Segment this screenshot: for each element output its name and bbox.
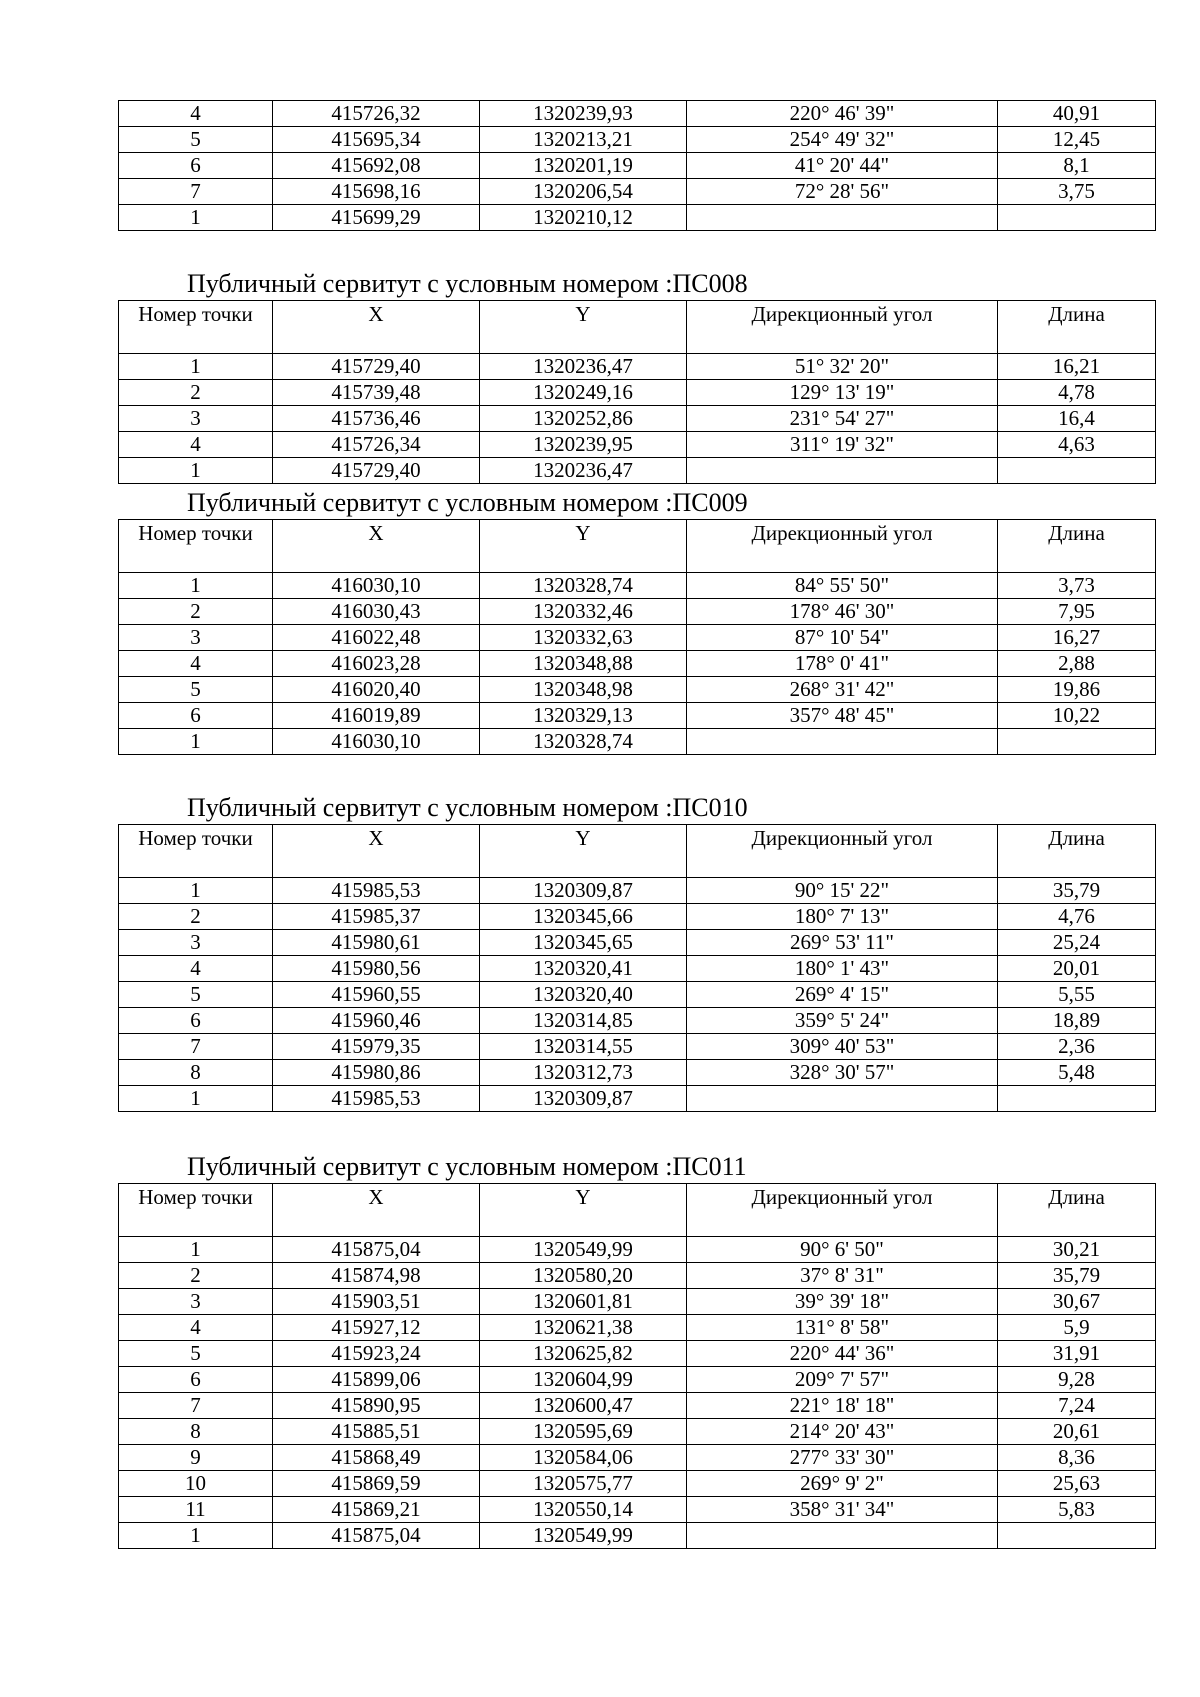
table-row: [119, 1367, 1156, 1393]
table-row: [119, 1315, 1156, 1341]
table-row: [119, 930, 1156, 956]
cell-x: 415875,04: [273, 1237, 480, 1263]
cell-point-no: 1: [119, 1523, 273, 1549]
table-row: [119, 380, 1156, 406]
cell-y: 1320549,99: [480, 1523, 687, 1549]
table-block-ps008: [118, 300, 1155, 484]
table-row: [119, 1237, 1156, 1263]
cell-point-no: 6: [119, 1008, 273, 1034]
cell-x: 416022,48: [273, 625, 480, 651]
cell-direction-angle: [687, 205, 998, 231]
cell-point-no: 2: [119, 599, 273, 625]
cell-direction-angle: 231° 54' 27": [687, 406, 998, 432]
table-row: [119, 1445, 1156, 1471]
table-block-ps009: [118, 519, 1155, 755]
cell-direction-angle: 178° 46' 30": [687, 599, 998, 625]
cell-point-no: 3: [119, 406, 273, 432]
table-row: [119, 573, 1156, 599]
coordinates-table: [118, 1183, 1156, 1549]
cell-y: 1320320,40: [480, 982, 687, 1008]
cell-point-no: 7: [119, 179, 273, 205]
cell-x: 415885,51: [273, 1419, 480, 1445]
cell-point-no: 10: [119, 1471, 273, 1497]
cell-point-no: 9: [119, 1445, 273, 1471]
cell-point-no: 5: [119, 982, 273, 1008]
cell-y: 1320236,47: [480, 458, 687, 484]
table-header-row: [119, 520, 1156, 573]
cell-point-no: 8: [119, 1419, 273, 1445]
table-row: [119, 729, 1156, 755]
cell-y: 1320328,74: [480, 573, 687, 599]
cell-direction-angle: 72° 28' 56": [687, 179, 998, 205]
section-title-ps010: Публичный сервитут с условным номером :ПС010: [187, 793, 748, 822]
table-block-ps010: [118, 824, 1155, 1112]
cell-length: 30,21: [998, 1237, 1156, 1263]
cell-length: 2,88: [998, 651, 1156, 677]
cell-point-no: 4: [119, 1315, 273, 1341]
cell-x: 415726,32: [273, 101, 480, 127]
cell-x: 415985,37: [273, 904, 480, 930]
cell-direction-angle: 359° 5' 24": [687, 1008, 998, 1034]
cell-length: 35,79: [998, 878, 1156, 904]
cell-length: [998, 1086, 1156, 1112]
cell-direction-angle: 87° 10' 54": [687, 625, 998, 651]
cell-y: 1320345,66: [480, 904, 687, 930]
table-row: [119, 127, 1156, 153]
cell-length: 7,24: [998, 1393, 1156, 1419]
cell-length: 3,73: [998, 573, 1156, 599]
cell-length: 18,89: [998, 1008, 1156, 1034]
header-length: Длина: [998, 1184, 1156, 1237]
cell-y: 1320201,19: [480, 153, 687, 179]
cell-x: 416030,43: [273, 599, 480, 625]
coordinates-table: [118, 300, 1156, 484]
table-row: [119, 432, 1156, 458]
header-point-no: Номер точки: [119, 1184, 273, 1237]
table-row: [119, 1497, 1156, 1523]
table-header-row: [119, 301, 1156, 354]
cell-x: 415979,35: [273, 1034, 480, 1060]
table-row: [119, 625, 1156, 651]
cell-point-no: 1: [119, 354, 273, 380]
cell-x: 415729,40: [273, 354, 480, 380]
cell-y: 1320252,86: [480, 406, 687, 432]
cell-x: 415699,29: [273, 205, 480, 231]
cell-x: 415736,46: [273, 406, 480, 432]
table-row: [119, 1523, 1156, 1549]
cell-point-no: 4: [119, 101, 273, 127]
cell-x: 415869,21: [273, 1497, 480, 1523]
cell-length: 30,67: [998, 1289, 1156, 1315]
cell-direction-angle: 269° 9' 2": [687, 1471, 998, 1497]
header-x: X: [273, 825, 480, 878]
cell-length: 4,76: [998, 904, 1156, 930]
cell-direction-angle: [687, 458, 998, 484]
cell-length: 16,27: [998, 625, 1156, 651]
table-row: [119, 1341, 1156, 1367]
cell-length: 31,91: [998, 1341, 1156, 1367]
cell-length: 7,95: [998, 599, 1156, 625]
cell-length: 5,48: [998, 1060, 1156, 1086]
table-row: [119, 1086, 1156, 1112]
cell-y: 1320314,85: [480, 1008, 687, 1034]
table-row: [119, 1060, 1156, 1086]
cell-direction-angle: 309° 40' 53": [687, 1034, 998, 1060]
cell-x: 415903,51: [273, 1289, 480, 1315]
continuation-table-block: [118, 100, 1155, 231]
table-row: [119, 599, 1156, 625]
cell-point-no: 5: [119, 1341, 273, 1367]
table-row: [119, 354, 1156, 380]
table-row: [119, 1289, 1156, 1315]
table-block-ps011: [118, 1183, 1155, 1549]
cell-x: 415980,86: [273, 1060, 480, 1086]
cell-direction-angle: 90° 6' 50": [687, 1237, 998, 1263]
cell-length: [998, 205, 1156, 231]
cell-point-no: 5: [119, 677, 273, 703]
cell-point-no: 7: [119, 1034, 273, 1060]
cell-y: 1320348,88: [480, 651, 687, 677]
cell-length: 9,28: [998, 1367, 1156, 1393]
table-row: [119, 651, 1156, 677]
header-point-no: Номер точки: [119, 825, 273, 878]
table-row: [119, 1419, 1156, 1445]
cell-direction-angle: 311° 19' 32": [687, 432, 998, 458]
cell-y: 1320249,16: [480, 380, 687, 406]
cell-y: 1320625,82: [480, 1341, 687, 1367]
cell-direction-angle: 39° 39' 18": [687, 1289, 998, 1315]
cell-direction-angle: 178° 0' 41": [687, 651, 998, 677]
cell-point-no: 2: [119, 904, 273, 930]
cell-x: 416030,10: [273, 729, 480, 755]
cell-y: 1320239,95: [480, 432, 687, 458]
table-row: [119, 982, 1156, 1008]
cell-y: 1320550,14: [480, 1497, 687, 1523]
cell-direction-angle: 221° 18' 18": [687, 1393, 998, 1419]
cell-length: 5,9: [998, 1315, 1156, 1341]
cell-y: 1320348,98: [480, 677, 687, 703]
cell-direction-angle: 129° 13' 19": [687, 380, 998, 406]
cell-y: 1320600,47: [480, 1393, 687, 1419]
cell-y: 1320314,55: [480, 1034, 687, 1060]
cell-y: 1320320,41: [480, 956, 687, 982]
cell-x: 415698,16: [273, 179, 480, 205]
header-direction-angle: Дирекционный угол: [687, 520, 998, 573]
cell-point-no: 3: [119, 625, 273, 651]
cell-length: [998, 729, 1156, 755]
cell-y: 1320309,87: [480, 1086, 687, 1112]
cell-length: 12,45: [998, 127, 1156, 153]
cell-length: 16,21: [998, 354, 1156, 380]
cell-direction-angle: 328° 30' 57": [687, 1060, 998, 1086]
table-row: [119, 1393, 1156, 1419]
cell-direction-angle: 214° 20' 43": [687, 1419, 998, 1445]
cell-point-no: 1: [119, 1237, 273, 1263]
table-row: [119, 1008, 1156, 1034]
table-row: [119, 101, 1156, 127]
cell-length: 20,01: [998, 956, 1156, 982]
cell-point-no: 2: [119, 1263, 273, 1289]
cell-x: 415890,95: [273, 1393, 480, 1419]
cell-x: 416030,10: [273, 573, 480, 599]
cell-length: 5,83: [998, 1497, 1156, 1523]
cell-y: 1320575,77: [480, 1471, 687, 1497]
table-row: [119, 878, 1156, 904]
section-title-ps009: Публичный сервитут с условным номером :ПС009: [187, 488, 748, 517]
cell-direction-angle: 357° 48' 45": [687, 703, 998, 729]
header-y: Y: [480, 825, 687, 878]
cell-x: 415980,61: [273, 930, 480, 956]
header-length: Длина: [998, 520, 1156, 573]
cell-length: 10,22: [998, 703, 1156, 729]
cell-point-no: 3: [119, 1289, 273, 1315]
table-header-row: [119, 825, 1156, 878]
cell-y: 1320206,54: [480, 179, 687, 205]
cell-direction-angle: 180° 7' 13": [687, 904, 998, 930]
table-row: [119, 1471, 1156, 1497]
cell-y: 1320309,87: [480, 878, 687, 904]
cell-direction-angle: 269° 53' 11": [687, 930, 998, 956]
cell-x: 415739,48: [273, 380, 480, 406]
cell-direction-angle: [687, 729, 998, 755]
table-row: [119, 1034, 1156, 1060]
cell-length: [998, 458, 1156, 484]
cell-y: 1320210,12: [480, 205, 687, 231]
cell-point-no: 2: [119, 380, 273, 406]
cell-direction-angle: 90° 15' 22": [687, 878, 998, 904]
table-row: [119, 1263, 1156, 1289]
coordinates-table: [118, 100, 1156, 231]
cell-x: 415875,04: [273, 1523, 480, 1549]
cell-y: 1320604,99: [480, 1367, 687, 1393]
cell-direction-angle: 84° 55' 50": [687, 573, 998, 599]
table-row: [119, 956, 1156, 982]
cell-point-no: 8: [119, 1060, 273, 1086]
cell-x: 415899,06: [273, 1367, 480, 1393]
cell-y: 1320345,65: [480, 930, 687, 956]
cell-direction-angle: 131° 8' 58": [687, 1315, 998, 1341]
cell-x: 415692,08: [273, 153, 480, 179]
cell-point-no: 5: [119, 127, 273, 153]
cell-length: 20,61: [998, 1419, 1156, 1445]
cell-length: 35,79: [998, 1263, 1156, 1289]
cell-direction-angle: 209° 7' 57": [687, 1367, 998, 1393]
header-x: X: [273, 301, 480, 354]
section-title-ps008: Публичный сервитут с условным номером :ПС008: [187, 269, 748, 298]
cell-x: 415960,46: [273, 1008, 480, 1034]
cell-length: 8,1: [998, 153, 1156, 179]
cell-x: 415985,53: [273, 878, 480, 904]
cell-y: 1320332,63: [480, 625, 687, 651]
section-title-ps011: Публичный сервитут с условным номером :ПС011: [187, 1152, 747, 1181]
cell-y: 1320239,93: [480, 101, 687, 127]
cell-point-no: 1: [119, 458, 273, 484]
cell-length: 25,24: [998, 930, 1156, 956]
cell-length: 2,36: [998, 1034, 1156, 1060]
cell-length: 16,4: [998, 406, 1156, 432]
table-row: [119, 179, 1156, 205]
header-x: X: [273, 1184, 480, 1237]
table-row: [119, 703, 1156, 729]
cell-y: 1320332,46: [480, 599, 687, 625]
table-row: [119, 153, 1156, 179]
table-row: [119, 406, 1156, 432]
header-length: Длина: [998, 825, 1156, 878]
cell-point-no: 6: [119, 153, 273, 179]
cell-point-no: 11: [119, 1497, 273, 1523]
cell-point-no: 1: [119, 729, 273, 755]
cell-point-no: 1: [119, 1086, 273, 1112]
cell-direction-angle: [687, 1086, 998, 1112]
cell-point-no: 1: [119, 573, 273, 599]
header-x: X: [273, 520, 480, 573]
cell-direction-angle: 37° 8' 31": [687, 1263, 998, 1289]
cell-point-no: 4: [119, 956, 273, 982]
header-point-no: Номер точки: [119, 520, 273, 573]
cell-y: 1320580,20: [480, 1263, 687, 1289]
cell-y: 1320213,21: [480, 127, 687, 153]
cell-x: 415726,34: [273, 432, 480, 458]
cell-y: 1320328,74: [480, 729, 687, 755]
cell-length: 4,78: [998, 380, 1156, 406]
cell-length: 8,36: [998, 1445, 1156, 1471]
header-point-no: Номер точки: [119, 301, 273, 354]
cell-x: 415695,34: [273, 127, 480, 153]
table-row: [119, 904, 1156, 930]
cell-point-no: 1: [119, 205, 273, 231]
header-direction-angle: Дирекционный угол: [687, 301, 998, 354]
cell-length: 5,55: [998, 982, 1156, 1008]
cell-x: 415985,53: [273, 1086, 480, 1112]
cell-point-no: 6: [119, 1367, 273, 1393]
cell-length: 19,86: [998, 677, 1156, 703]
table-header-row: [119, 1184, 1156, 1237]
cell-x: 416023,28: [273, 651, 480, 677]
cell-direction-angle: 220° 44' 36": [687, 1341, 998, 1367]
cell-x: 415869,59: [273, 1471, 480, 1497]
cell-y: 1320584,06: [480, 1445, 687, 1471]
cell-x: 415874,98: [273, 1263, 480, 1289]
cell-point-no: 4: [119, 651, 273, 677]
cell-direction-angle: 41° 20' 44": [687, 153, 998, 179]
cell-direction-angle: 268° 31' 42": [687, 677, 998, 703]
cell-point-no: 3: [119, 930, 273, 956]
cell-direction-angle: 358° 31' 34": [687, 1497, 998, 1523]
cell-x: 415729,40: [273, 458, 480, 484]
cell-x: 416020,40: [273, 677, 480, 703]
cell-length: 3,75: [998, 179, 1156, 205]
header-direction-angle: Дирекционный угол: [687, 825, 998, 878]
header-y: Y: [480, 1184, 687, 1237]
cell-y: 1320595,69: [480, 1419, 687, 1445]
cell-point-no: 6: [119, 703, 273, 729]
table-row: [119, 677, 1156, 703]
cell-length: 25,63: [998, 1471, 1156, 1497]
cell-length: 40,91: [998, 101, 1156, 127]
cell-y: 1320312,73: [480, 1060, 687, 1086]
header-length: Длина: [998, 301, 1156, 354]
cell-x: 415927,12: [273, 1315, 480, 1341]
cell-direction-angle: 269° 4' 15": [687, 982, 998, 1008]
cell-direction-angle: 254° 49' 32": [687, 127, 998, 153]
cell-y: 1320601,81: [480, 1289, 687, 1315]
cell-y: 1320549,99: [480, 1237, 687, 1263]
table-row: [119, 458, 1156, 484]
cell-y: 1320236,47: [480, 354, 687, 380]
cell-direction-angle: [687, 1523, 998, 1549]
cell-direction-angle: 220° 46' 39": [687, 101, 998, 127]
cell-y: 1320329,13: [480, 703, 687, 729]
cell-point-no: 4: [119, 432, 273, 458]
cell-direction-angle: 51° 32' 20": [687, 354, 998, 380]
cell-point-no: 1: [119, 878, 273, 904]
cell-direction-angle: 180° 1' 43": [687, 956, 998, 982]
cell-x: 415960,55: [273, 982, 480, 1008]
table-row: [119, 205, 1156, 231]
cell-x: 415868,49: [273, 1445, 480, 1471]
header-y: Y: [480, 520, 687, 573]
coordinates-table: [118, 519, 1156, 755]
cell-y: 1320621,38: [480, 1315, 687, 1341]
cell-direction-angle: 277° 33' 30": [687, 1445, 998, 1471]
cell-length: 4,63: [998, 432, 1156, 458]
cell-x: 415923,24: [273, 1341, 480, 1367]
header-y: Y: [480, 301, 687, 354]
cell-point-no: 7: [119, 1393, 273, 1419]
cell-length: [998, 1523, 1156, 1549]
header-direction-angle: Дирекционный угол: [687, 1184, 998, 1237]
cell-x: 416019,89: [273, 703, 480, 729]
cell-x: 415980,56: [273, 956, 480, 982]
coordinates-table: [118, 824, 1156, 1112]
